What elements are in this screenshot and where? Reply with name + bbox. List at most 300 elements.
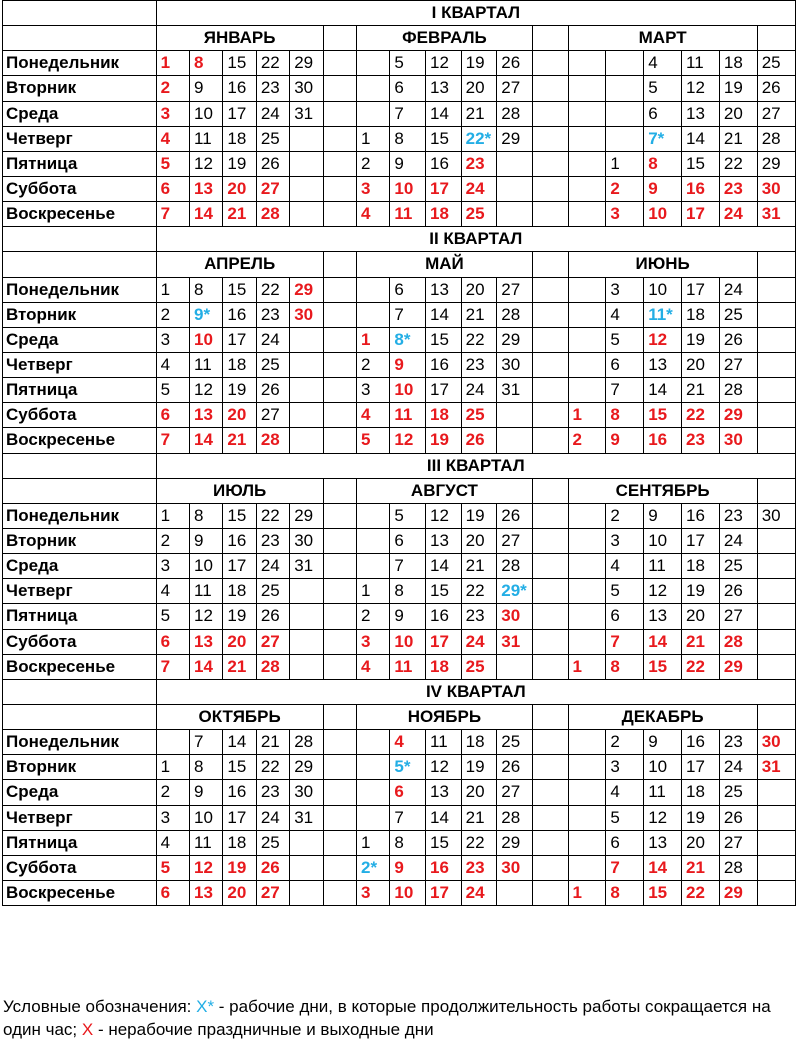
- day-cell: 12: [190, 378, 223, 403]
- day-cell: 16: [223, 528, 256, 553]
- day-cell: 2: [156, 302, 189, 327]
- day-cell: 13: [190, 403, 223, 428]
- day-cell: 18: [426, 202, 462, 227]
- day-cell: 2*: [356, 855, 389, 880]
- day-cell: [757, 604, 795, 629]
- day-cell: 26: [757, 76, 795, 101]
- day-cell: [568, 780, 606, 805]
- day-cell: 31: [290, 554, 323, 579]
- day-cell: [757, 352, 795, 377]
- legend-blue-text: - рабочие дни, в которые продолжительность работы сокращается на один час;: [3, 997, 771, 1039]
- day-cell: [568, 202, 606, 227]
- day-cell: [532, 277, 568, 302]
- day-cell: 25: [719, 302, 757, 327]
- day-cell: 22: [682, 880, 720, 905]
- day-cell: 9: [190, 528, 223, 553]
- day-cell: 3: [356, 378, 389, 403]
- day-cell: 18: [682, 780, 720, 805]
- day-cell: 11: [390, 403, 426, 428]
- day-cell: 20: [461, 76, 497, 101]
- day-cell: 25: [719, 554, 757, 579]
- day-cell: 7: [606, 378, 644, 403]
- day-cell: 6: [156, 403, 189, 428]
- day-cell: 9: [644, 730, 682, 755]
- corner-cell: [3, 227, 157, 252]
- day-cell: 11: [644, 554, 682, 579]
- day-cell: 22: [256, 277, 289, 302]
- day-cell: 11: [644, 780, 682, 805]
- day-cell: 27: [719, 352, 757, 377]
- weekday-row: [3, 378, 796, 403]
- day-cell: 15: [644, 654, 682, 679]
- day-cell: 16: [223, 780, 256, 805]
- quarter-title-row: [3, 1, 796, 26]
- day-cell: [568, 604, 606, 629]
- day-cell: 7: [156, 202, 189, 227]
- day-cell: 13: [644, 604, 682, 629]
- day-cell: 18: [682, 302, 720, 327]
- day-cell: [757, 805, 795, 830]
- day-cell: 31: [290, 101, 323, 126]
- day-cell: [356, 76, 389, 101]
- day-cell: 8: [190, 503, 223, 528]
- weekday-label: Воскресенье: [3, 428, 157, 453]
- day-cell: 30: [290, 302, 323, 327]
- day-cell: 3: [156, 805, 189, 830]
- day-cell: 28: [256, 654, 289, 679]
- day-cell: 11: [190, 830, 223, 855]
- day-cell: 3: [356, 176, 389, 201]
- day-cell: [532, 880, 568, 905]
- weekday-row: [3, 503, 796, 528]
- day-cell: 15: [644, 403, 682, 428]
- weekday-row: [3, 604, 796, 629]
- spacer-cell: [757, 252, 795, 277]
- weekday-label: Вторник: [3, 528, 157, 553]
- day-cell: 7: [390, 554, 426, 579]
- day-cell: 10: [190, 101, 223, 126]
- day-cell: [568, 176, 606, 201]
- day-cell: [757, 554, 795, 579]
- day-cell: [606, 101, 644, 126]
- day-cell: 21: [461, 554, 497, 579]
- day-cell: 12: [190, 855, 223, 880]
- day-cell: 4: [606, 780, 644, 805]
- day-cell: 8: [390, 126, 426, 151]
- day-cell: 5: [606, 327, 644, 352]
- day-cell: 14: [644, 855, 682, 880]
- weekday-label: Четверг: [3, 352, 157, 377]
- day-cell: 20: [682, 604, 720, 629]
- day-cell: [532, 579, 568, 604]
- day-cell: 20: [223, 403, 256, 428]
- day-cell: [290, 604, 323, 629]
- day-cell: 2: [156, 76, 189, 101]
- day-cell: 19: [461, 755, 497, 780]
- day-cell: 19: [223, 151, 256, 176]
- day-cell: 10: [390, 880, 426, 905]
- day-cell: 14: [223, 730, 256, 755]
- day-cell: 10: [644, 277, 682, 302]
- month-name: АПРЕЛЬ: [156, 252, 323, 277]
- month-name: ИЮНЬ: [568, 252, 757, 277]
- weekday-label: Воскресенье: [3, 654, 157, 679]
- day-cell: 29: [719, 880, 757, 905]
- day-cell: 25: [719, 780, 757, 805]
- day-cell: [532, 151, 568, 176]
- day-cell: [156, 730, 189, 755]
- day-cell: 18: [719, 51, 757, 76]
- day-cell: 29: [290, 503, 323, 528]
- day-cell: 11: [426, 730, 462, 755]
- day-cell: 2: [606, 176, 644, 201]
- spacer-cell: [757, 478, 795, 503]
- day-cell: [323, 528, 356, 553]
- day-cell: 16: [682, 503, 720, 528]
- weekday-row: [3, 805, 796, 830]
- day-cell: 31: [757, 202, 795, 227]
- day-cell: [757, 528, 795, 553]
- day-cell: 2: [356, 604, 389, 629]
- day-cell: 26: [719, 327, 757, 352]
- day-cell: 3: [606, 202, 644, 227]
- day-cell: 1: [568, 403, 606, 428]
- corner-cell: [3, 679, 157, 704]
- corner-cell: [3, 26, 157, 51]
- day-cell: 17: [682, 528, 720, 553]
- day-cell: 2: [356, 151, 389, 176]
- day-cell: [568, 327, 606, 352]
- weekday-label: Суббота: [3, 629, 157, 654]
- day-cell: 4: [356, 202, 389, 227]
- day-cell: 5: [156, 604, 189, 629]
- day-cell: 1: [568, 654, 606, 679]
- day-cell: 23: [461, 855, 497, 880]
- day-cell: 23: [719, 503, 757, 528]
- day-cell: [290, 352, 323, 377]
- day-cell: 6: [390, 277, 426, 302]
- day-cell: [532, 352, 568, 377]
- day-cell: [323, 780, 356, 805]
- day-cell: 23: [682, 428, 720, 453]
- weekday-row: [3, 403, 796, 428]
- day-cell: 19: [461, 503, 497, 528]
- day-cell: 17: [223, 554, 256, 579]
- day-cell: 20: [461, 780, 497, 805]
- day-cell: 6: [156, 629, 189, 654]
- day-cell: 18: [426, 403, 462, 428]
- day-cell: 19: [682, 327, 720, 352]
- day-cell: 1: [156, 277, 189, 302]
- day-cell: 11: [190, 352, 223, 377]
- day-cell: [290, 830, 323, 855]
- day-cell: 30: [290, 528, 323, 553]
- weekday-label: Вторник: [3, 755, 157, 780]
- day-cell: 2: [568, 428, 606, 453]
- weekday-label: Воскресенье: [3, 880, 157, 905]
- day-cell: 27: [497, 528, 533, 553]
- spacer-cell: [323, 704, 356, 729]
- day-cell: 7: [390, 805, 426, 830]
- day-cell: 24: [719, 202, 757, 227]
- day-cell: [497, 403, 533, 428]
- day-cell: [568, 76, 606, 101]
- day-cell: 27: [497, 277, 533, 302]
- day-cell: 17: [426, 176, 462, 201]
- day-cell: 15: [426, 126, 462, 151]
- day-cell: 21: [223, 202, 256, 227]
- weekday-label: Среда: [3, 780, 157, 805]
- day-cell: [356, 528, 389, 553]
- day-cell: 8: [606, 880, 644, 905]
- day-cell: 7: [190, 730, 223, 755]
- day-cell: [568, 528, 606, 553]
- corner-cell: [3, 453, 157, 478]
- day-cell: 14: [190, 654, 223, 679]
- day-cell: 9: [644, 176, 682, 201]
- day-cell: 1: [156, 51, 189, 76]
- day-cell: 21: [256, 730, 289, 755]
- weekday-label: Среда: [3, 327, 157, 352]
- weekday-row: [3, 76, 796, 101]
- day-cell: 6: [156, 880, 189, 905]
- day-cell: [323, 629, 356, 654]
- day-cell: 4: [644, 51, 682, 76]
- day-cell: [757, 378, 795, 403]
- weekday-row: [3, 302, 796, 327]
- day-cell: 22: [461, 327, 497, 352]
- spacer-cell: [757, 26, 795, 51]
- month-name: АВГУСТ: [356, 478, 532, 503]
- day-cell: 23: [461, 151, 497, 176]
- day-cell: [532, 126, 568, 151]
- day-cell: [356, 302, 389, 327]
- day-cell: [568, 755, 606, 780]
- day-cell: 25: [461, 202, 497, 227]
- day-cell: 19: [682, 805, 720, 830]
- day-cell: 26: [719, 579, 757, 604]
- day-cell: [532, 503, 568, 528]
- day-cell: 5: [606, 579, 644, 604]
- day-cell: 11*: [644, 302, 682, 327]
- day-cell: 5: [156, 151, 189, 176]
- day-cell: [497, 428, 533, 453]
- day-cell: [757, 830, 795, 855]
- day-cell: 5: [390, 51, 426, 76]
- day-cell: [356, 277, 389, 302]
- day-cell: 3: [606, 755, 644, 780]
- day-cell: 30: [719, 428, 757, 453]
- day-cell: 8: [190, 277, 223, 302]
- day-cell: [290, 629, 323, 654]
- day-cell: 1: [568, 880, 606, 905]
- day-cell: [323, 352, 356, 377]
- day-cell: [290, 428, 323, 453]
- day-cell: 2: [156, 780, 189, 805]
- day-cell: 17: [223, 805, 256, 830]
- day-cell: 13: [190, 880, 223, 905]
- day-cell: 5: [606, 805, 644, 830]
- day-cell: 15: [426, 579, 462, 604]
- day-cell: 7: [606, 629, 644, 654]
- day-cell: 6: [390, 528, 426, 553]
- day-cell: 25: [757, 51, 795, 76]
- day-cell: 25: [256, 352, 289, 377]
- day-cell: 21: [682, 855, 720, 880]
- day-cell: 5: [390, 503, 426, 528]
- weekday-row: [3, 202, 796, 227]
- day-cell: 21: [682, 378, 720, 403]
- day-cell: [356, 755, 389, 780]
- day-cell: 7*: [644, 126, 682, 151]
- day-cell: 14: [190, 428, 223, 453]
- day-cell: 17: [426, 378, 462, 403]
- day-cell: 5: [156, 378, 189, 403]
- day-cell: 17: [223, 327, 256, 352]
- day-cell: 28: [497, 805, 533, 830]
- day-cell: [323, 880, 356, 905]
- weekday-row: [3, 352, 796, 377]
- day-cell: [568, 730, 606, 755]
- day-cell: 3: [606, 277, 644, 302]
- month-name: ФЕВРАЛЬ: [356, 26, 532, 51]
- weekday-row: [3, 101, 796, 126]
- day-cell: [757, 855, 795, 880]
- day-cell: [606, 51, 644, 76]
- day-cell: 26: [256, 378, 289, 403]
- day-cell: 5: [156, 855, 189, 880]
- day-cell: 23: [256, 780, 289, 805]
- month-name: ЯНВАРЬ: [156, 26, 323, 51]
- day-cell: 28: [497, 554, 533, 579]
- day-cell: 28: [719, 629, 757, 654]
- day-cell: [356, 101, 389, 126]
- day-cell: 26: [719, 805, 757, 830]
- day-cell: 5: [356, 428, 389, 453]
- day-cell: [323, 579, 356, 604]
- day-cell: 19: [223, 855, 256, 880]
- day-cell: 21: [223, 428, 256, 453]
- month-name: СЕНТЯБРЬ: [568, 478, 757, 503]
- quarter-title: II КВАРТАЛ: [156, 227, 795, 252]
- day-cell: [568, 629, 606, 654]
- day-cell: 19: [223, 604, 256, 629]
- day-cell: 28: [290, 730, 323, 755]
- day-cell: [356, 51, 389, 76]
- day-cell: 17: [426, 880, 462, 905]
- day-cell: 12: [426, 51, 462, 76]
- day-cell: 19: [719, 76, 757, 101]
- day-cell: 4: [156, 352, 189, 377]
- day-cell: 23: [461, 604, 497, 629]
- day-cell: [757, 428, 795, 453]
- day-cell: 15: [426, 830, 462, 855]
- weekday-row: [3, 880, 796, 905]
- day-cell: [568, 805, 606, 830]
- day-cell: [290, 126, 323, 151]
- weekday-row: [3, 528, 796, 553]
- day-cell: 3: [356, 880, 389, 905]
- day-cell: [568, 378, 606, 403]
- weekday-row: [3, 855, 796, 880]
- day-cell: 12: [190, 151, 223, 176]
- day-cell: [323, 101, 356, 126]
- day-cell: 8: [390, 579, 426, 604]
- day-cell: 7: [390, 302, 426, 327]
- day-cell: 23: [256, 302, 289, 327]
- day-cell: 16: [223, 302, 256, 327]
- day-cell: [757, 277, 795, 302]
- day-cell: 9: [390, 151, 426, 176]
- day-cell: [532, 755, 568, 780]
- weekday-label: Суббота: [3, 403, 157, 428]
- legend-blue-mark: Х*: [196, 997, 215, 1016]
- day-cell: [568, 855, 606, 880]
- weekday-row: [3, 654, 796, 679]
- day-cell: 20: [461, 528, 497, 553]
- day-cell: 6: [606, 604, 644, 629]
- day-cell: 13: [682, 101, 720, 126]
- day-cell: 20: [223, 880, 256, 905]
- day-cell: 3: [156, 327, 189, 352]
- day-cell: 20: [223, 176, 256, 201]
- day-cell: [497, 880, 533, 905]
- day-cell: [323, 403, 356, 428]
- day-cell: 12: [426, 503, 462, 528]
- day-cell: 31: [757, 755, 795, 780]
- day-cell: 9: [390, 352, 426, 377]
- day-cell: 9: [190, 76, 223, 101]
- month-header-row: [3, 478, 796, 503]
- day-cell: 29: [290, 755, 323, 780]
- day-cell: [532, 855, 568, 880]
- day-cell: 24: [256, 327, 289, 352]
- day-cell: 30: [290, 780, 323, 805]
- day-cell: 15: [223, 277, 256, 302]
- day-cell: 9: [644, 503, 682, 528]
- day-cell: [532, 629, 568, 654]
- weekday-row: [3, 151, 796, 176]
- spacer-cell: [532, 26, 568, 51]
- day-cell: 22: [682, 654, 720, 679]
- day-cell: [323, 805, 356, 830]
- day-cell: 26: [256, 855, 289, 880]
- day-cell: 19: [682, 579, 720, 604]
- day-cell: [290, 151, 323, 176]
- day-cell: 17: [682, 277, 720, 302]
- day-cell: 12: [682, 76, 720, 101]
- day-cell: [568, 352, 606, 377]
- day-cell: [290, 855, 323, 880]
- weekday-label: Пятница: [3, 604, 157, 629]
- month-header-row: [3, 252, 796, 277]
- quarter-title-row: [3, 679, 796, 704]
- day-cell: 29: [719, 403, 757, 428]
- day-cell: 2: [606, 730, 644, 755]
- day-cell: 13: [426, 76, 462, 101]
- day-cell: [568, 151, 606, 176]
- day-cell: 17: [223, 101, 256, 126]
- day-cell: [757, 403, 795, 428]
- day-cell: 17: [426, 629, 462, 654]
- day-cell: 24: [256, 101, 289, 126]
- day-cell: [568, 126, 606, 151]
- day-cell: 30: [497, 352, 533, 377]
- day-cell: 22: [256, 755, 289, 780]
- day-cell: 28: [497, 302, 533, 327]
- day-cell: 30: [290, 76, 323, 101]
- day-cell: 10: [390, 378, 426, 403]
